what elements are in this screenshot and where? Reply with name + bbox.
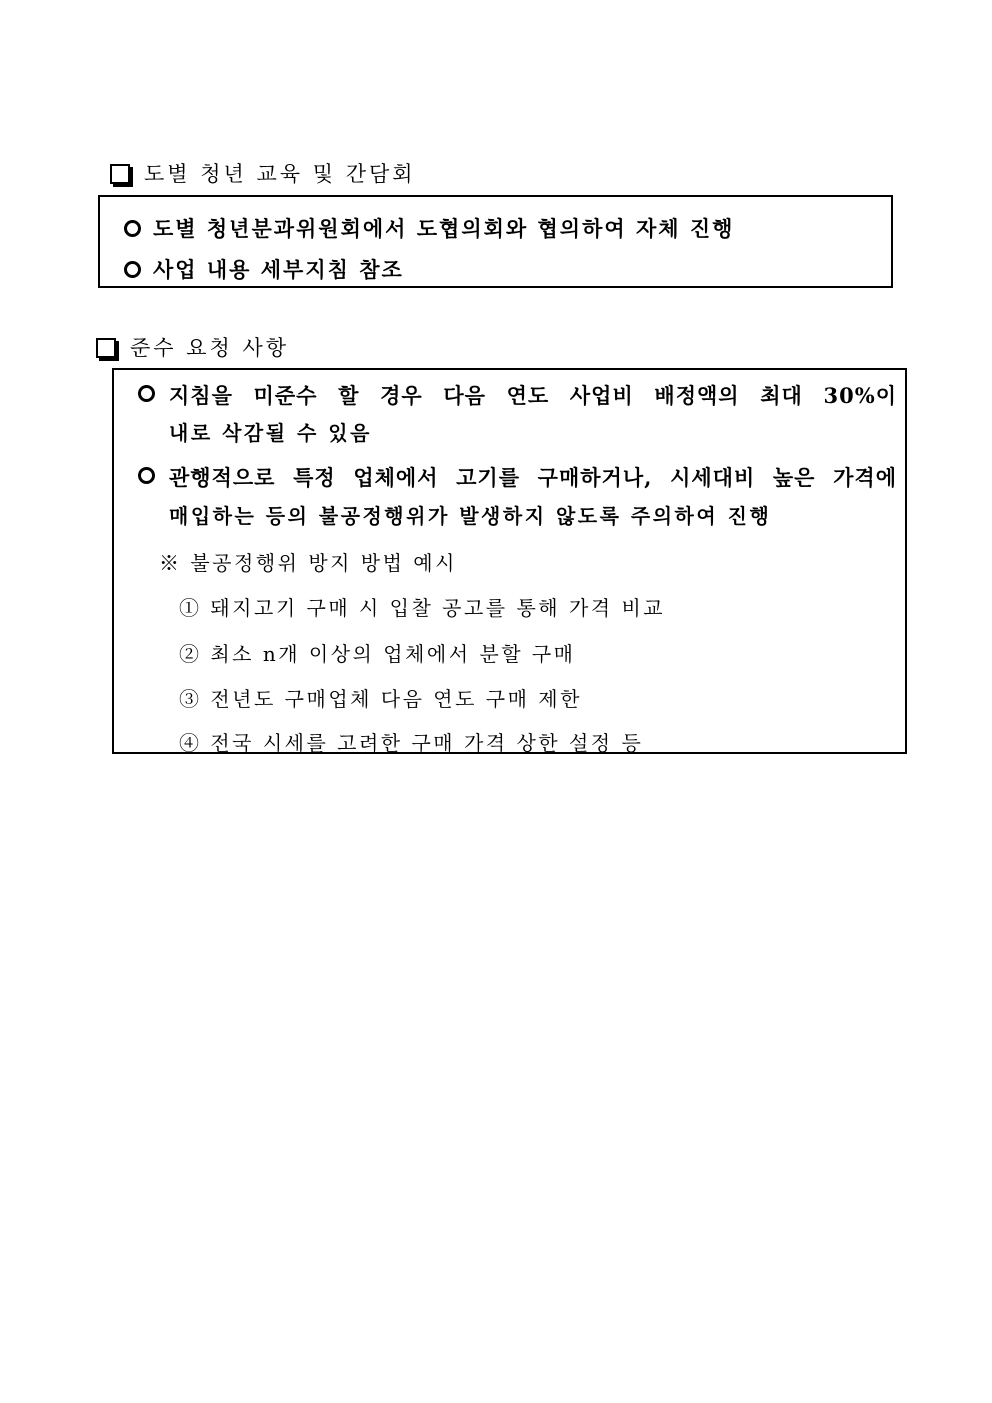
- checkbox-square-icon: [96, 338, 116, 358]
- section1-box: [98, 195, 893, 288]
- section1-item-text: 사업 내용 세부지침 참조: [153, 257, 404, 282]
- section1-item-text: 도별 청년분과위원회에서 도협의회와 협의하여 자체 진행: [153, 216, 735, 241]
- example-item: ③ 전년도 구매업체 다음 연도 구매 제한: [179, 687, 582, 711]
- section2-title: 준수 요청 사항: [130, 336, 290, 360]
- example-item: ② 최소 n개 이상의 업체에서 분할 구매: [179, 642, 576, 666]
- section1-item: [124, 254, 404, 284]
- section1-item: [124, 213, 734, 243]
- circle-bullet-icon: [138, 385, 155, 402]
- item2-line1: 관행적으로 특정 업체에서 고기를 구매하거나, 시세대비 높은 가격에: [169, 465, 897, 490]
- item1-line1: 지침을 미준수 할 경우 다음 연도 사업비 배정액의 최대 30%이: [169, 383, 897, 408]
- checkbox-square-icon: [110, 164, 130, 184]
- section2-box: [112, 368, 907, 754]
- example-item: ④ 전국 시세를 고려한 구매 가격 상한 설정 등: [179, 731, 644, 755]
- item1-line2: 내로 삭감될 수 있음: [169, 421, 372, 445]
- circle-bullet-icon: [138, 467, 155, 484]
- section2-heading: [96, 332, 289, 362]
- note-line: ※ 불공정행위 방지 방법 예시: [159, 551, 457, 575]
- item2-line2: 매입하는 등의 불공정행위가 발생하지 않도록 주의하여 진행: [169, 504, 772, 528]
- example-item: ① 돼지고기 구매 시 입찰 공고를 통해 가격 비교: [179, 596, 666, 620]
- section1-title: 도별 청년 교육 및 간담회: [144, 162, 416, 186]
- section1-heading: [110, 158, 416, 188]
- circle-bullet-icon: [124, 220, 141, 237]
- circle-bullet-icon: [124, 261, 141, 278]
